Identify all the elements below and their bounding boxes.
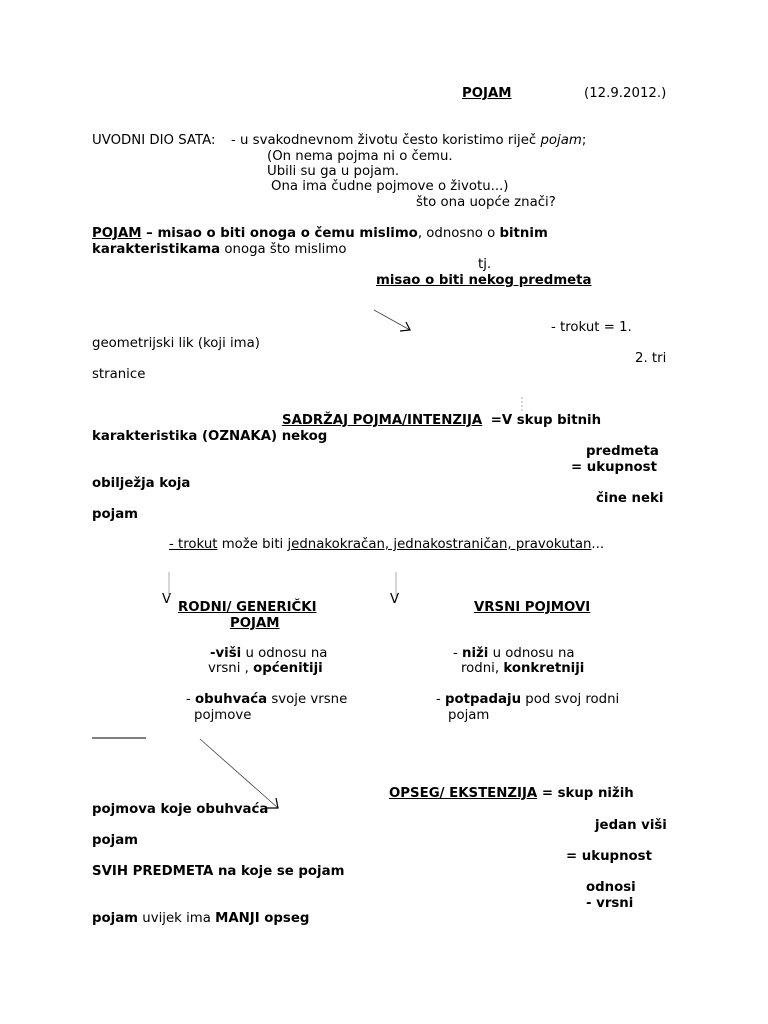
triangle-line: - trokut može biti jednakokračan, jednakostraničan, pravokutan...: [169, 537, 605, 552]
species-line-4: pojam: [448, 708, 490, 723]
species-line-1: - niži u odnosu na: [453, 646, 575, 661]
page-title: POJAM: [462, 86, 512, 101]
scope-pojam: pojam: [92, 833, 139, 848]
example-stranice: stranice: [92, 367, 146, 382]
example-num2: 2. tri: [635, 351, 667, 366]
genus-title: RODNI/ GENERIČKI: [178, 600, 317, 615]
definition-tj: tj.: [478, 257, 492, 272]
species-title: VRSNI POJMOVI: [474, 600, 591, 615]
scope-jedan: jedan viši: [595, 818, 667, 833]
intro-line-5: što ona uopće znači?: [416, 195, 556, 210]
intro-line-1: - u svakodnevnom životu često koristimo riječ pojam;: [231, 133, 587, 148]
content-pojam: pojam: [92, 507, 139, 522]
intro-line-2: (On nema pojma ni o čemu.: [267, 149, 453, 164]
scope-odnosi: odnosi: [586, 880, 636, 895]
species-line-3: - potpadaju pod svoj rodni: [436, 692, 620, 707]
scope-line-1: OPSEG/ EKSTENZIJA = skup nižih: [389, 786, 634, 801]
genus-line-3: - obuhvaća svoje vrsne: [186, 692, 348, 707]
definition-summary: misao o biti nekog predmeta: [376, 273, 592, 288]
definition-line-2: karakteristikama onoga što mislimo: [92, 242, 347, 257]
example-trokut: - trokut = 1.: [551, 320, 632, 335]
genus-title-2: POJAM: [230, 616, 280, 631]
arrow-line-scope: [200, 739, 278, 808]
arrow-down-icon: V: [501, 413, 513, 428]
intro-label: UVODNI DIO SATA:: [92, 133, 216, 148]
content-line-1: SADRŽAJ POJMA/INTENZIJA =V skup bitnih: [282, 413, 602, 428]
arrow-down-right-icon: V: [390, 592, 400, 607]
scope-svih: SVIH PREDMETA na koje se pojam: [92, 864, 345, 879]
genus-line-2: vrsni , općenitiji: [208, 661, 323, 676]
genus-line-4: pojmove: [194, 708, 252, 723]
content-line-2: karakteristika (OZNAKA) nekog: [92, 429, 328, 444]
scope-last-line: pojam uvijek ima MANJI opseg: [92, 911, 310, 926]
arrow-head-definition: [400, 322, 410, 331]
page-date: (12.9.2012.): [584, 86, 667, 101]
scope-pojmova: pojmova koje obuhvaća: [92, 802, 269, 817]
content-cine: čine neki: [596, 491, 664, 506]
arrow-down-left-icon: V: [162, 592, 172, 607]
species-line-2: rodni, konkretniji: [461, 661, 585, 676]
intro-line-3: Ubili su ga u pojam.: [267, 164, 400, 179]
intro-line-4: Ona ima čudne pojmove o životu...): [271, 179, 509, 194]
content-obiljezja: obilježja koja: [92, 476, 191, 491]
content-ukupnost: = ukupnost: [571, 460, 657, 475]
content-predmeta: predmeta: [586, 444, 659, 459]
example-geom: geometrijski lik (koji ima): [92, 336, 260, 351]
genus-line-1: -viši u odnosu na: [210, 646, 328, 661]
definition-line-1: POJAM – misao o biti onoga o čemu mislimo, odnosno o bitnim: [92, 226, 548, 241]
scope-ukupnost: = ukupnost: [566, 849, 652, 864]
scope-vrsni: - vrsni: [586, 896, 634, 911]
arrow-line-definition: [374, 310, 410, 330]
